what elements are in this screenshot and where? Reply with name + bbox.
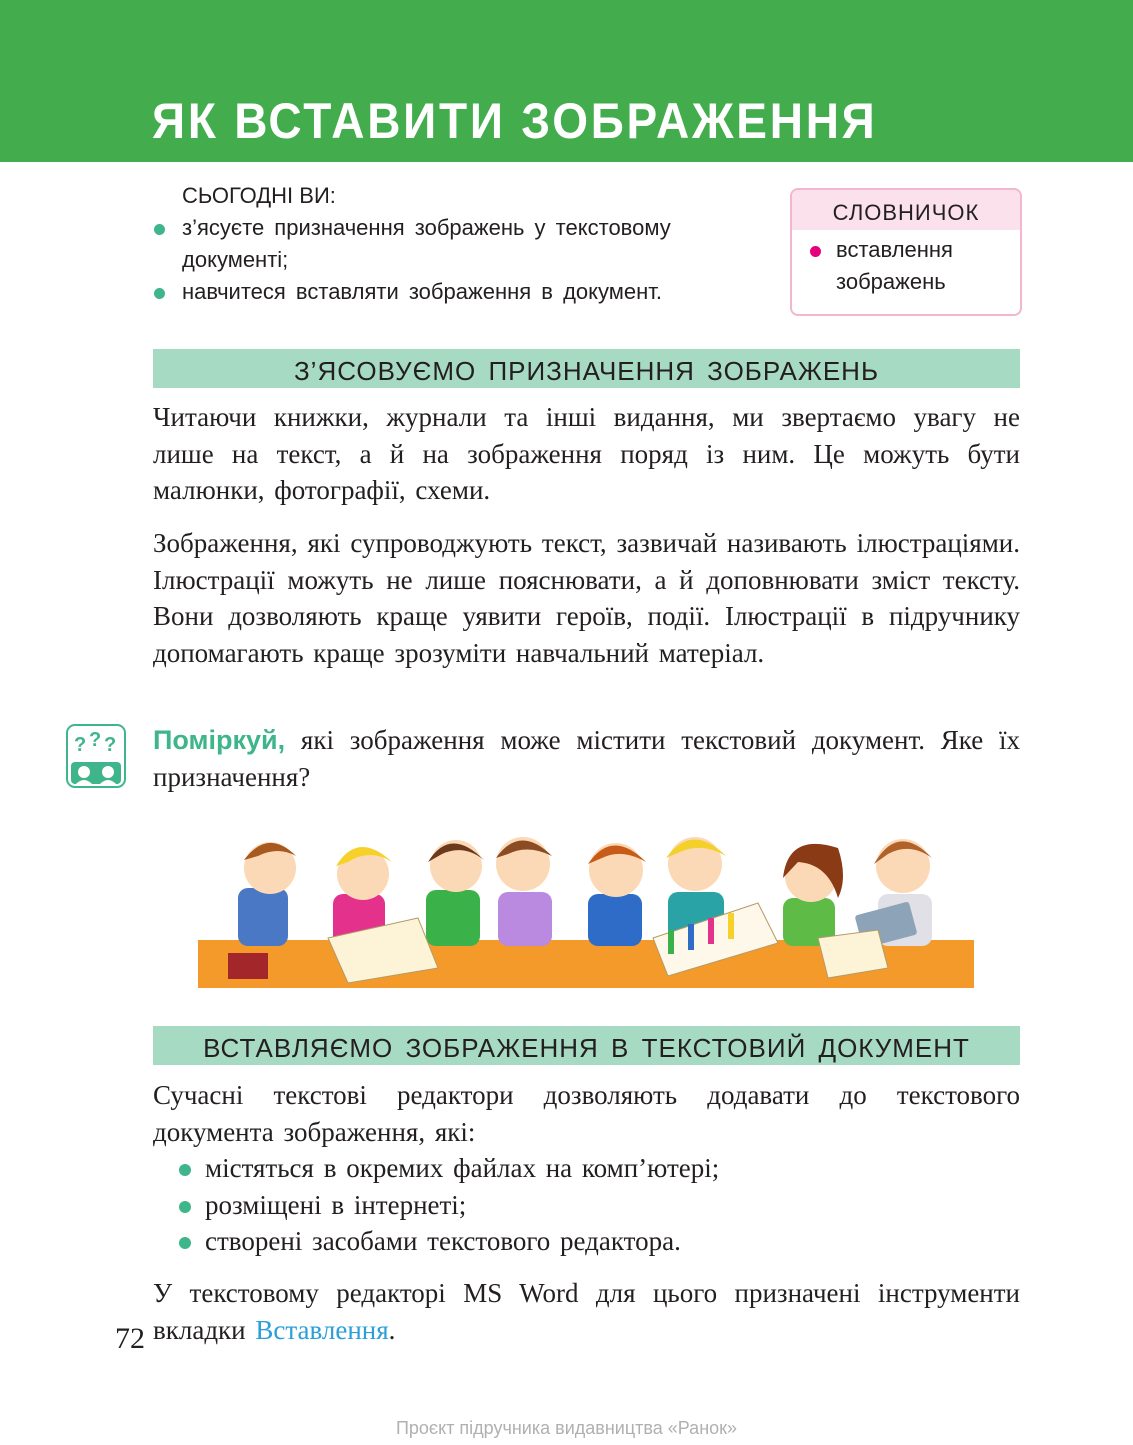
paragraph: Зображення, які супроводжують текст, зазвичай називають ілюстраціями. Ілюстрації можуть не лише пояснювати, а й доповнювати зміст тексту. Вони дозволяють краще уявити героїв, події. Ілюстрації в підручнику допомагають краще зрозуміти навчальний матеріал. — [153, 528, 1020, 668]
paragraph: Читаючи книжки, журнали та інші видання, ми звертаємо увагу не лише на текст, а й на зображення поряд із ним. Це можуть бути малюнки, фотографії, схеми. — [153, 402, 1020, 505]
section-heading-insert: ВСТАВЛЯЄМО ЗОБРАЖЕННЯ В ТЕКСТОВИЙ ДОКУМЕНТ — [153, 1026, 1020, 1065]
paragraph: У текстовому редакторі MS Word для цього призначені інструменти вкладки Вставлення. — [153, 1278, 1020, 1345]
glossary-heading: СЛОВНИЧОК — [792, 190, 1020, 230]
goals-lead: СЬОГОДНІ ВИ: — [182, 183, 336, 208]
bullet-icon — [179, 1201, 191, 1213]
children-illustration — [198, 818, 974, 988]
svg-text:?: ? — [89, 729, 102, 751]
page-title: ЯК ВСТАВИТИ ЗОБРАЖЕННЯ — [152, 93, 878, 149]
child-figure — [238, 842, 296, 946]
child-figure — [496, 837, 552, 946]
list-item: розміщені в інтернеті; — [175, 1187, 719, 1224]
bullet-icon — [154, 224, 165, 235]
learning-goals — [152, 180, 752, 308]
goal-item: навчитеся вставляти зображення в документ. — [152, 276, 752, 308]
paragraph: Сучасні текстові редактори дозволяють додавати до текстового документа зображення, які: — [153, 1080, 1020, 1147]
svg-text:?: ? — [74, 734, 87, 756]
list-item: містяться в окремих файлах на комп’ютері; — [175, 1150, 719, 1187]
goals-list — [152, 212, 752, 308]
bullet-icon — [154, 288, 165, 299]
glossary-term: вставлення зображень — [792, 230, 1020, 298]
svg-text:?: ? — [104, 734, 117, 756]
insert-tab-reference: Вставлення — [255, 1314, 389, 1345]
section-heading-purpose: З’ЯСОВУЄМО ПРИЗНАЧЕННЯ ЗОБРАЖЕНЬ — [153, 349, 1020, 388]
goal-item: з’ясуєте призначення зображень у текстовому документі; — [152, 212, 752, 276]
chapter-header — [0, 0, 1133, 162]
bullet-icon — [179, 1237, 191, 1249]
child-figure — [783, 844, 843, 946]
list-item: створені засобами текстового редактора. — [175, 1223, 719, 1260]
child-figure — [426, 840, 484, 946]
think-icon — [66, 724, 126, 788]
bullet-icon — [810, 246, 821, 257]
page-number: 72 — [115, 1322, 145, 1355]
think-paragraph: Поміркуй, які зображення може містити текстовий документ. Яке їх призначення? — [153, 725, 1020, 792]
footer-note: Проєкт підручника видавництва «Ранок» — [395, 1418, 738, 1438]
bullet-icon — [179, 1164, 191, 1176]
glossary-box — [790, 188, 1022, 316]
think-label: Поміркуй, — [153, 725, 286, 755]
child-figure — [588, 843, 646, 946]
sources-list — [175, 1150, 719, 1260]
